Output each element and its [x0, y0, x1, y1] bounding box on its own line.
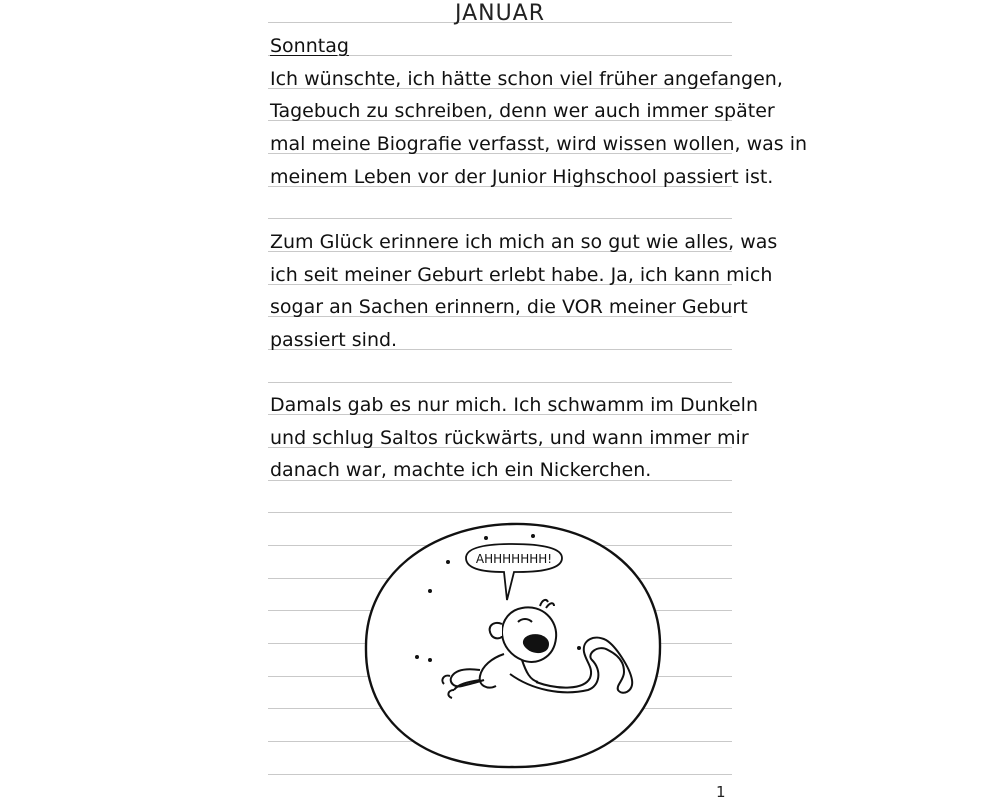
entry-line: mal meine Biografie verfasst, wird wissen wollen, was in	[270, 133, 808, 155]
womb-illustration	[362, 520, 668, 772]
entry-line: danach war, machte ich ein Nickerchen.	[270, 459, 652, 481]
ruled-line	[268, 512, 732, 513]
entry-line: Tagebuch zu schreiben, denn wer auch immer später	[270, 100, 775, 122]
entry-day: Sonntag	[270, 35, 349, 57]
entry-line: sogar an Sachen erinnern, die VOR meiner Geburt	[270, 296, 748, 318]
entry-line: Zum Glück erinnere ich mich an so gut wie alles, was	[270, 231, 778, 253]
ruled-line	[268, 774, 732, 775]
entry-line: Ich wünschte, ich hätte schon viel früher angefangen,	[270, 68, 783, 90]
entry-line: und schlug Saltos rückwärts, und wann immer mir	[270, 427, 749, 449]
entry-line: meinem Leben vor der Junior Highschool passiert ist.	[270, 166, 774, 188]
entry-line: Damals gab es nur mich. Ich schwamm im Dunkeln	[270, 394, 758, 416]
page-number: 1	[716, 783, 726, 801]
ruled-line	[268, 382, 732, 383]
month-title: JANUAR	[454, 1, 546, 26]
entry-line: ich seit meiner Geburt erlebt habe. Ja, ich kann mich	[270, 264, 773, 286]
ruled-line	[268, 218, 732, 219]
speech-text: AHHHHHHH!	[475, 552, 553, 566]
entry-line: passiert sind.	[270, 329, 398, 351]
